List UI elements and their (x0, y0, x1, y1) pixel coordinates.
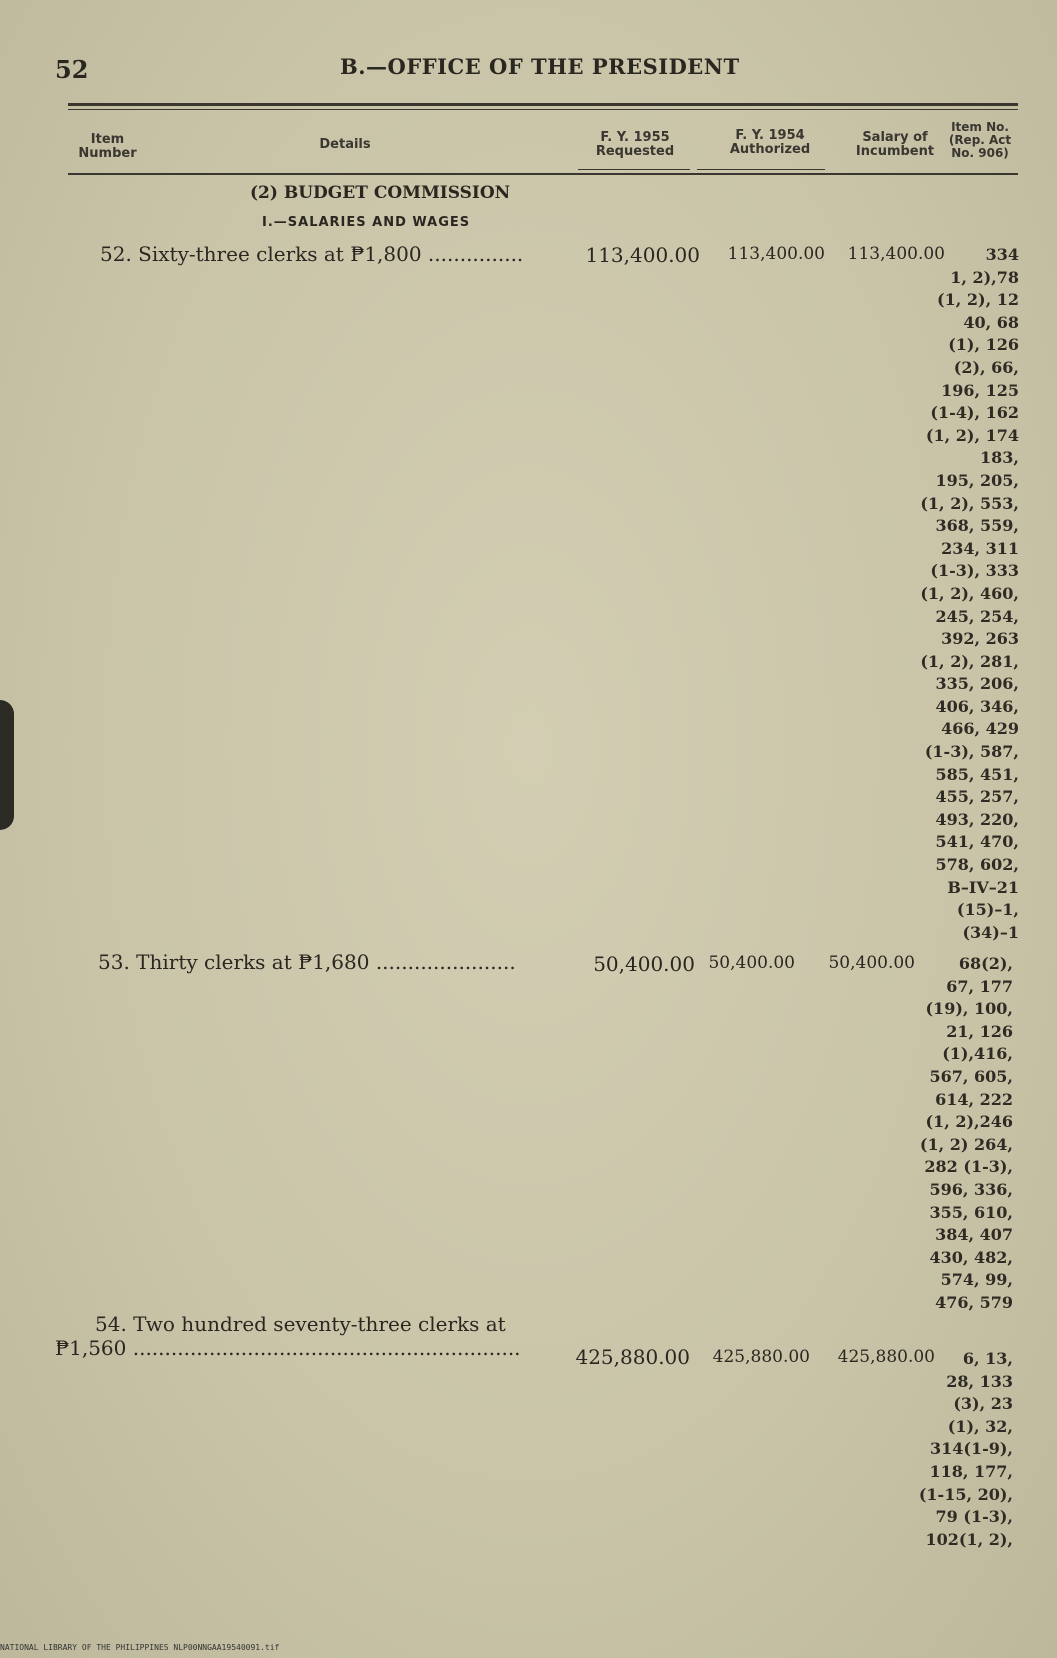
page-number: 52 (55, 55, 89, 84)
top-rule-thick (68, 103, 1018, 106)
item-53-authorized: 50,400.00 (708, 953, 795, 973)
item-52-description: 52. Sixty-three clerks at ₱1,800 ............... (100, 242, 524, 266)
section-subtitle: I.—SALARIES AND WAGES (262, 215, 471, 230)
item-54-authorized: 425,880.00 (712, 1347, 810, 1367)
col-head-fy1954: F. Y. 1954 Authorized (729, 128, 811, 157)
item-52-incumbent: 113,400.00 (847, 244, 945, 264)
col-underline-fy1954 (697, 169, 825, 170)
col-head-details: Details (319, 137, 371, 152)
header-bottom-rule (68, 173, 1018, 175)
item-53-incumbent: 50,400.00 (828, 953, 915, 973)
col-underline-fy1955 (578, 169, 690, 170)
item-52-requested: 113,400.00 (585, 243, 700, 267)
col-head-fy1955: F. Y. 1955 Requested (595, 130, 675, 159)
page-title: B.—OFFICE OF THE PRESIDENT (340, 54, 740, 79)
item-54-description-line1: 54. Two hundred seventy-three clerks at (95, 1312, 506, 1336)
item-54-refs: 6, 13, 28, 133 (3), 23 (1), 32, 314(1-9), 118, 177, (1-15, 20), 79 (1-3), 102(1, 2), (918, 1349, 1013, 1549)
col-head-item-no: Item No. (Rep. Act No. 906) (948, 120, 1012, 160)
col-head-salary: Salary of Incumbent (855, 130, 935, 159)
binding-shadow (0, 700, 14, 830)
top-rule-thin (68, 109, 1018, 110)
item-53-description: 53. Thirty clerks at ₱1,680 ...................... (98, 950, 516, 974)
item-54-requested: 425,880.00 (575, 1345, 690, 1369)
col-head-item-number: Item Number (78, 132, 137, 161)
item-52-refs: 334 1, 2),78 (1, 2), 12 40, 68 (1), 126 (2), 66, 196, 125 (1-4), 162 (1, 2), 174 183, 195, 205, (1, 2), 553, 368, 559, 234, 311 (1-3), 333 (1, 2), 460, 245, 254, 392, 263 (1, 2), 281, 335, 206, 406, 346, 466, 429 (1-3), 587, 585, 451, 455, 257, 493, 220, 541, 470, 578, 602, B–IV–21 (15)–1, (34)–1 (920, 245, 1019, 942)
section-title: (2) BUDGET COMMISSION (250, 183, 511, 203)
item-52-authorized: 113,400.00 (727, 244, 825, 264)
scan-footer: NATIONAL LIBRARY OF THE PHILIPPINES NLP00NNGAA19540091.tif (0, 1643, 280, 1652)
item-53-refs: 68(2), 67, 177 (19), 100, 21, 126 (1),416, 567, 605, 614, 222 (1, 2),246 (1, 2) 264, 282 (1-3), 596, 336, 355, 610, 384, 407 430, 482, 574, 99, 476, 579 (919, 954, 1013, 1312)
item-54-description-line2: ₱1,560 ............................................................. (55, 1336, 521, 1360)
item-53-requested: 50,400.00 (593, 952, 695, 976)
item-54-incumbent: 425,880.00 (837, 1347, 935, 1367)
